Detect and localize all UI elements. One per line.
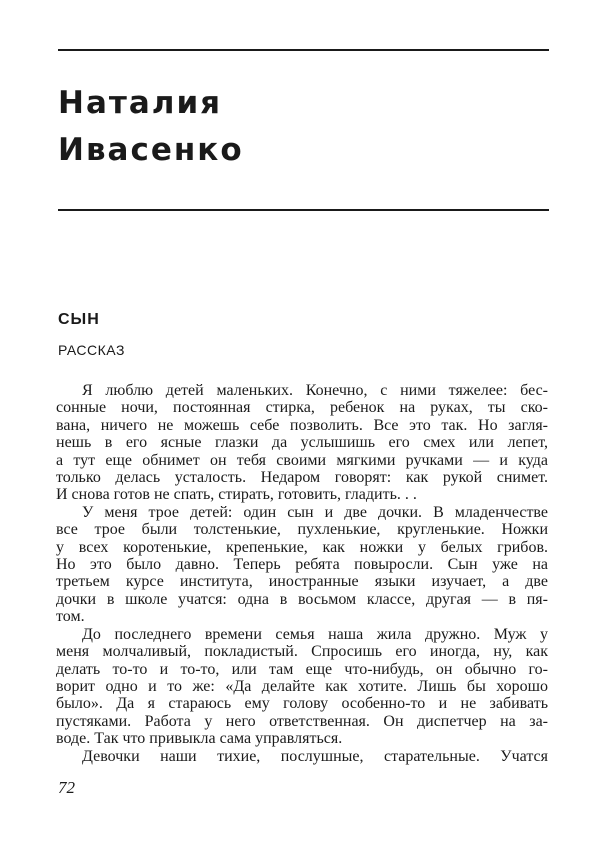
- text-line: До последнего времени семья наша жила дружно. Муж у: [82, 625, 548, 643]
- text-line: Девочки наши тихие, послушные, старательные. Учатся: [82, 747, 548, 765]
- story-body: [56, 382, 548, 765]
- text-line: вана, ничего не можешь себе позволить. Все это так. Но загля-: [56, 416, 548, 434]
- text-line: было». Да я стараюсь ему голову особенно-то и не забивать: [56, 695, 548, 713]
- text-line: ворит одно и то же: «Да делайте как хотите. Лишь бы хорошо: [56, 677, 548, 695]
- text-line: том.: [56, 608, 85, 626]
- text-line: меня молчаливый, покладистый. Спросишь его иногда, ну, как: [56, 643, 548, 661]
- text-line: У меня трое детей: один сын и две дочки. В младенчестве: [82, 503, 548, 521]
- text-line: пустяками. Работа у него ответственная. Он диспетчер на за-: [56, 712, 548, 730]
- paragraph: [56, 504, 548, 626]
- text-line: нешь в его ясные глазки да услышишь его смех или лепет,: [56, 434, 548, 452]
- text-line: Но это было давно. Теперь ребята повыросли. Сын уже на: [56, 556, 548, 574]
- paragraph: [56, 382, 548, 504]
- paragraph: [56, 748, 548, 765]
- text-line: Я люблю детей маленьких. Конечно, с ними тяжелее: бес-: [82, 382, 548, 399]
- paragraph: [56, 626, 548, 748]
- text-line: воде. Так что привыкла сама управляться.: [56, 730, 343, 748]
- text-line: И снова готов не спать, стирать, готовить, гладить. . .: [56, 486, 417, 504]
- story-genre: РАССКАЗ: [58, 342, 125, 358]
- top-rule: [58, 49, 549, 51]
- text-line: все трое были толстенькие, пухленькие, кругленькие. Ножки: [56, 521, 548, 539]
- text-line: а тут еще обнимет он тебя своими мягкими ручками — и куда: [56, 451, 548, 469]
- text-line: сонные ночи, постоянная стирка, ребенок на руках, ты ско-: [56, 399, 548, 417]
- author-first-name: Наталия: [58, 85, 223, 121]
- text-line: дочки в школе учатся: одна в восьмом классе, другая — в пя-: [56, 590, 548, 608]
- story-title: СЫН: [58, 311, 100, 328]
- bottom-rule: [58, 209, 549, 211]
- text-line: третьем курсе института, иностранные языки изучает, а две: [56, 573, 548, 591]
- text-line: делать то-то и то-то, или там еще что-нибудь, он обычно го-: [56, 660, 548, 678]
- text-line: у всех коротенькие, крепенькие, как ножки у белых грибов.: [56, 538, 548, 556]
- page-number: 72: [58, 778, 75, 797]
- text-line: только делась усталость. Недаром говорят: как рукой снимет.: [56, 469, 548, 487]
- author-last-name: Ивасенко: [58, 132, 244, 168]
